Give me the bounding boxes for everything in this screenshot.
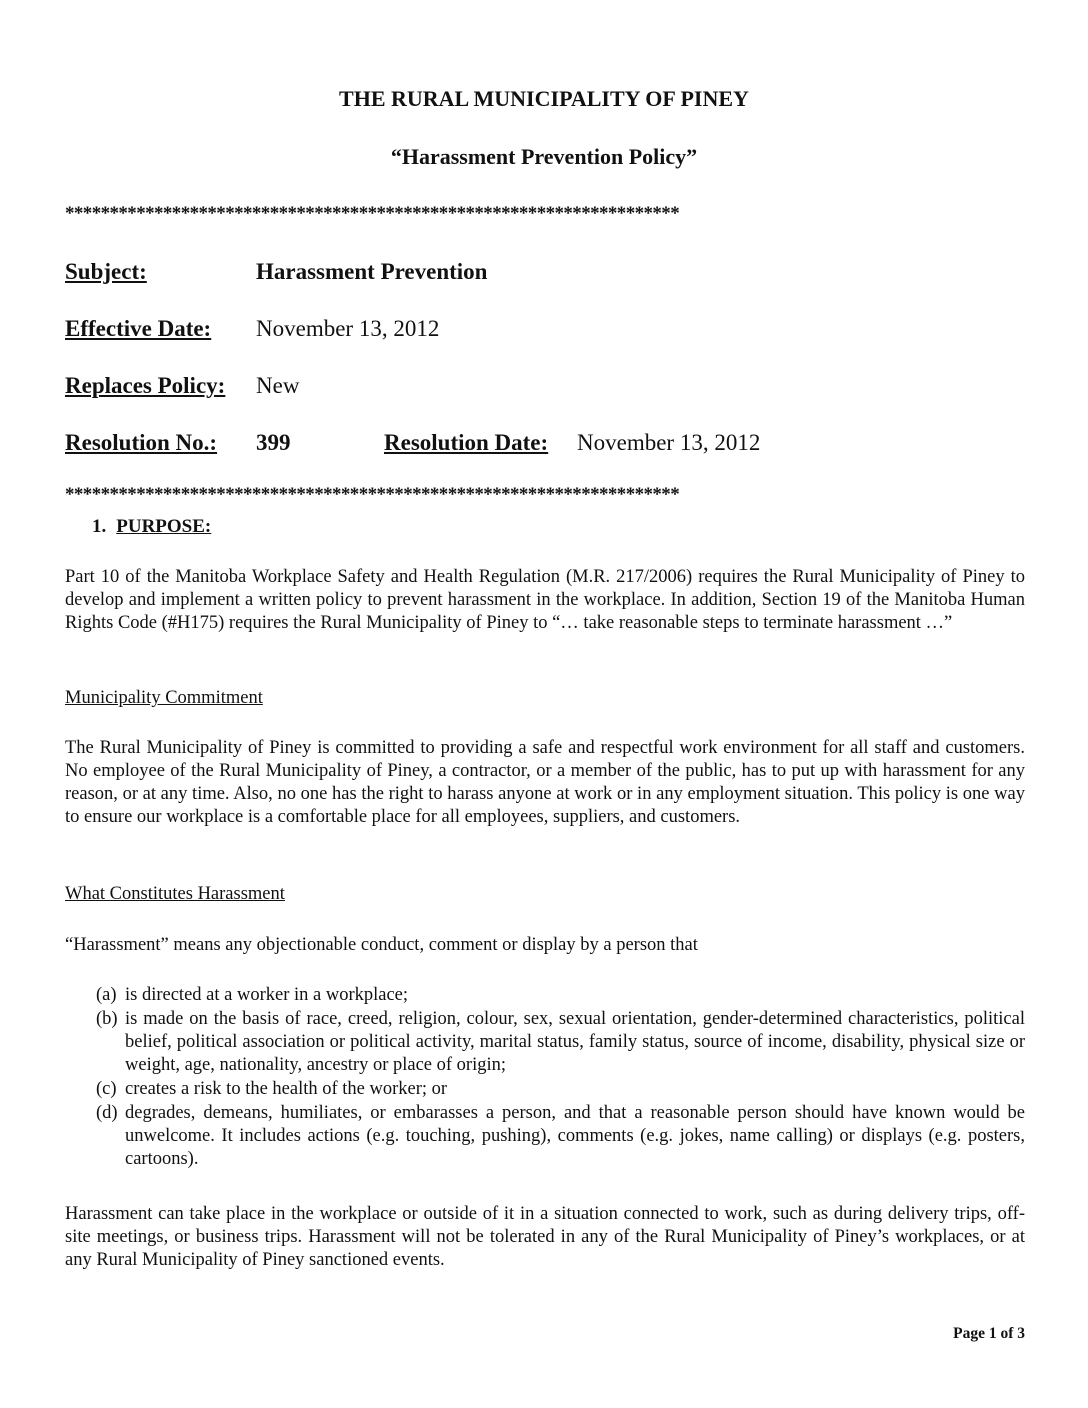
document-subtitle: “Harassment Prevention Policy” [390, 144, 698, 169]
section-label: PURPOSE: [116, 516, 212, 537]
harassment-criteria-list [96, 984, 1025, 1172]
separator-bottom: ********************************************************************* [65, 484, 680, 504]
list-marker: (b) [96, 1009, 118, 1029]
list-marker: (a) [96, 985, 117, 1005]
definition-intro: “Harassment” means any objectionable conduct, comment or display by a person that [65, 935, 698, 955]
commitment-heading: Municipality Commitment [65, 688, 263, 708]
subject-label: Subject: [65, 259, 147, 284]
section-number: 1. [92, 516, 107, 537]
list-item [96, 984, 1025, 1007]
list-item-text: is made on the basis of race, creed, religion, colour, sex, sexual orientation, gender-determined characteristics, political belief, political association or political activity, marital status, family status, source of income, disability, physical size or weight, age, nationality, ancestry or place of origin; [125, 1009, 1025, 1075]
resolution-date-label: Resolution Date: [384, 430, 549, 455]
commitment-paragraph: The Rural Municipality of Piney is committed to providing a safe and respectful work environment for all staff and customers. No employee of the Rural Municipality of Piney, a contractor, or a member of the public, has to put up with harassment for any reason, or at any time. Also, no one has the right to harass anyone at work or in any employment situation. This policy is one way to ensure our workplace is a comfortable place for all employees, suppliers, and customers. [65, 738, 1025, 827]
list-item [96, 1102, 1025, 1171]
effective-date-value: November 13, 2012 [256, 316, 440, 341]
replaces-policy-value: New [256, 373, 300, 398]
subject-value: Harassment Prevention [256, 259, 488, 284]
list-marker: (d) [96, 1103, 118, 1123]
resolution-number-value: 399 [256, 430, 291, 455]
constitutes-heading: What Constitutes Harassment [65, 884, 285, 904]
list-marker: (c) [96, 1079, 117, 1099]
list-item-text: degrades, demeans, humiliates, or embarasses a person, and that a reasonable person should have known would be unwelcome. It includes actions (e.g. touching, pushing), comments (e.g. jokes, name calling) or displays (e.g. posters, cartoons). [125, 1103, 1025, 1169]
list-item-text: creates a risk to the health of the worker; or [125, 1079, 448, 1099]
list-item-text: is directed at a worker in a workplace; [125, 985, 409, 1005]
closing-paragraph: Harassment can take place in the workplace or outside of it in a situation connected to work, such as during delivery trips, off-site meetings, or business trips. Harassment will not be tolerated in any of the Rural Municipality of Piney’s workplaces, or at any Rural Municipality of Piney sanctioned events. [65, 1204, 1025, 1270]
replaces-policy-label: Replaces Policy: [65, 373, 226, 398]
resolution-date-value: November 13, 2012 [577, 430, 761, 455]
purpose-paragraph: Part 10 of the Manitoba Workplace Safety and Health Regulation (M.R. 217/2006) requires the Rural Municipality of Piney to develop and implement a written policy to prevent harassment in the workplace. In addition, Section 19 of the Manitoba Human Rights Code (#H175) requires the Rural Municipality of Piney to “… take reasonable steps to terminate harassment …” [65, 567, 1025, 633]
page-number: Page 1 of 3 [953, 1325, 1025, 1342]
document-title: THE RURAL MUNICIPALITY OF PINEY [339, 86, 749, 111]
list-item [96, 1078, 1025, 1101]
effective-date-label: Effective Date: [65, 316, 212, 341]
section-heading-purpose [92, 516, 211, 538]
resolution-number-label: Resolution No.: [65, 430, 218, 455]
list-item [96, 1008, 1025, 1077]
separator-top: ********************************************************************* [65, 203, 680, 223]
